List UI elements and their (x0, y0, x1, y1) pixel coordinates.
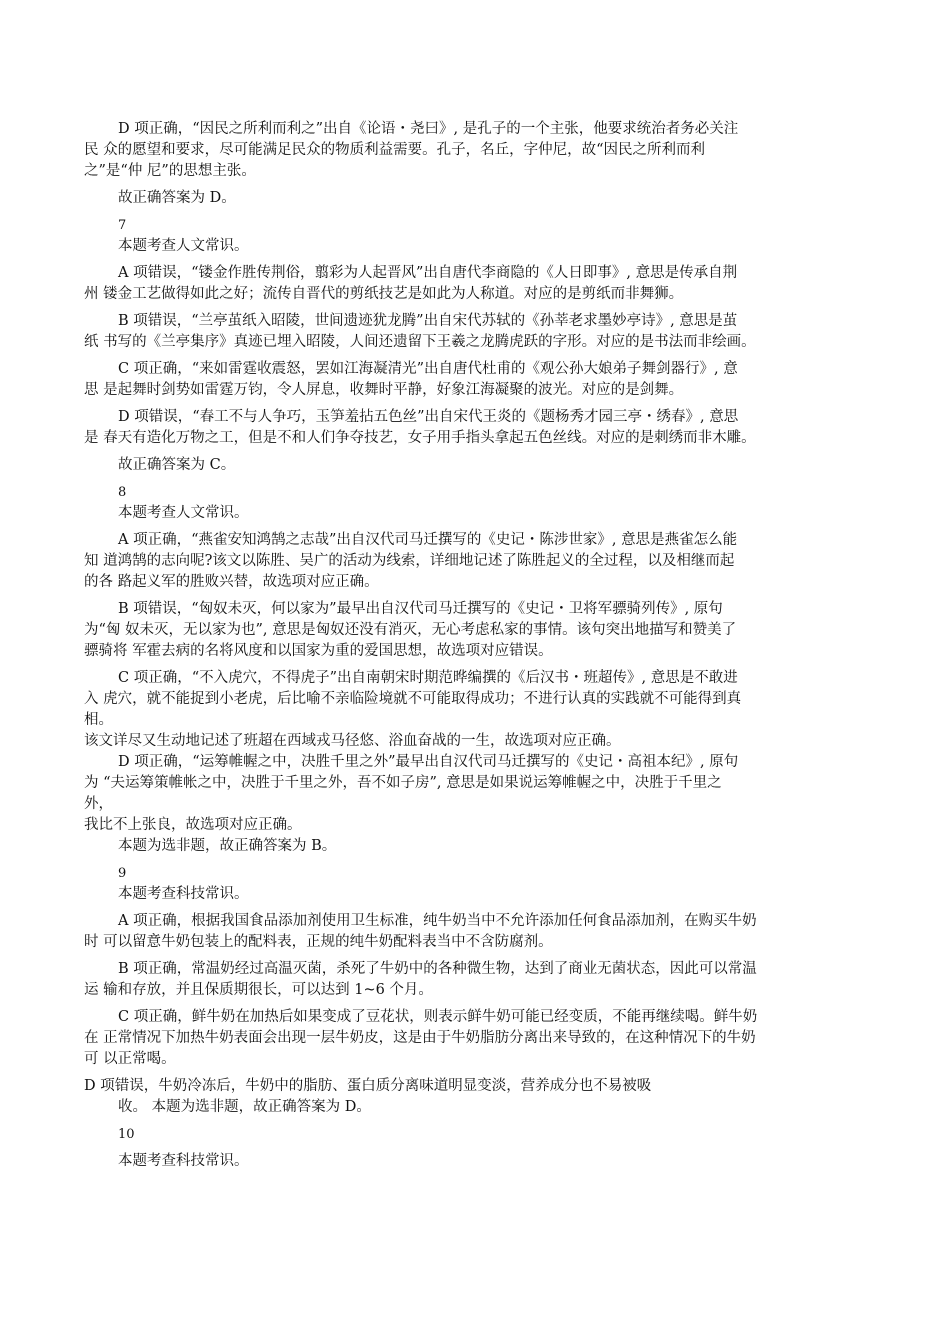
text-line: D 项错误，牛奶冷冻后，牛奶中的脂肪、蛋白质分离味道明显变淡，营养成分也不易被吸 (84, 1078, 652, 1094)
text-line: 可 以正常喝。 (84, 1051, 176, 1067)
text-line: A 项正确，根据我国食品添加剂使用卫生标准，纯牛奶当中不允许添加任何食品添加剂，在购买牛奶 (118, 913, 757, 929)
text-line: 故正确答案为 C。 (118, 457, 236, 473)
text-line: 州 镂金工艺做得如此之好；流传自晋代的剪纸技艺是如此为人称道。对应的是剪纸而非舞狮。 (84, 286, 684, 302)
text-line: C 项正确，“来如雷霆收震怒，罢如江海凝清光”出自唐代杜甫的《观公孙大娘弟子舞剑器行》, 意 (118, 361, 738, 377)
text-line: 入 虎穴，就不能捉到小老虎，后比喻不亲临险境就不可能取得成功；不进行认真的实践就不可能得到真 (84, 691, 742, 707)
text-line: 的各 路起义军的胜败兴替，故选项对应正确。 (84, 574, 379, 590)
text-line: A 项正确，“燕雀安知鸿鹄之志哉”出自汉代司马迁撰写的《史记・陈涉世家》, 意思是燕雀怎么能 (118, 532, 738, 548)
question-number: 9 (118, 866, 127, 881)
text-line: 为“匈 奴未灭，无以家为也”, 意思是匈奴还没有消灭，无心考虑私家的事情。该句突出地描写和赞美了 (84, 622, 737, 638)
text-line: C 项正确，鲜牛奶在加热后如果变成了豆花状，则表示鲜牛奶可能已经变质，不能再继续喝。鲜牛奶 (118, 1009, 758, 1025)
text-line: 本题为选非题，故正确答案为 B。 (118, 838, 337, 854)
text-line: 本题考查人文常识。 (118, 238, 249, 254)
text-line: 我比不上张良，故选项对应正确。 (84, 817, 302, 833)
text-line: 知 道鸿鹄的志向呢?该文以陈胜、吴广的活动为线索，详细地记述了陈胜起义的全过程，以及相继而起 (84, 553, 735, 569)
text-line: D 项正确，“因民之所利而利之”出自《论语・尧曰》, 是孔子的一个主张，他要求统治者务必关注 (118, 121, 739, 137)
text-line: 故正确答案为 D。 (118, 190, 236, 206)
question-number: 8 (118, 485, 127, 500)
text-line: A 项错误，“镂金作胜传荆俗，翦彩为人起晋风”出自唐代李商隐的《人日即事》, 意思是传承自荆 (118, 265, 738, 281)
text-line: 该文详尽又生动地记述了班超在西域戎马径悠、浴血奋战的一生，故选项对应正确。 (84, 733, 621, 749)
text-line: 本题考查科技常识。 (118, 886, 249, 902)
text-line: C 项正确，“不入虎穴，不得虎子”出自南朝宋时期范晔编撰的《后汉书・班超传》, 意思是不敢进 (118, 670, 738, 686)
text-line: 民 众的愿望和要求，尽可能满足民众的物质利益需要。孔子，名丘，字仲尼，故“因民之所利而利 (84, 142, 706, 158)
text-line: 为 “夫运筹策帷帐之中，决胜于千里之外，吾不如子房”, 意思是如果说运筹帷幄之中，决胜于千里之 (84, 775, 722, 791)
text-line: 收。 本题为选非题，故正确答案为 D。 (118, 1099, 371, 1115)
text-line: D 项正确，“运筹帷幄之中，决胜千里之外”最早出自汉代司马迁撰写的《史记・高祖本纪》, 原句 (118, 754, 739, 770)
question-number: 10 (118, 1127, 135, 1142)
text-line: B 项正确，常温奶经过高温灭菌，杀死了牛奶中的各种微生物，达到了商业无菌状态，因此可以常温 (118, 961, 757, 977)
text-line: 纸 书写的《兰亭集序》真迹已埋入昭陵，人间还遗留下王羲之龙腾虎跃的字形。对应的是书法而非绘画。 (84, 334, 756, 350)
text-line: 运 输和存放，并且保质期很长，可以达到 1~6 个月。 (84, 982, 433, 998)
text-line: B 项错误，“兰亭茧纸入昭陵，世间遗迹犹龙腾”出自宋代苏轼的《孙莘老求墨妙亭诗》, 意思是茧 (118, 313, 738, 329)
text-line: 在 正常情况下加热牛奶表面会出现一层牛奶皮，这是由于牛奶脂肪分离出来导致的，在这种情况下的牛奶 (84, 1030, 756, 1046)
text-line: 外， (84, 796, 113, 812)
text-line: 本题考查人文常识。 (118, 505, 249, 521)
text-line: 相。 (84, 712, 113, 728)
question-number: 7 (118, 218, 127, 233)
text-line: B 项错误，“匈奴未灭，何以家为”最早出自汉代司马迁撰写的《史记・卫将军骠骑列传》, 原句 (118, 601, 723, 617)
text-line: D 项错误，“春工不与人争巧，玉笋羞拈五色丝”出自宋代王炎的《题杨秀才园三亭・绣春》, 意思 (118, 409, 739, 425)
text-line: 之”是“仲 尼”的思想主张。 (84, 163, 256, 179)
text-line: 本题考查科技常识。 (118, 1153, 249, 1169)
answer-explanation-document (84, 119, 870, 1172)
text-line: 骠骑将 军霍去病的名将风度和以国家为重的爱国思想，故选项对应错误。 (84, 643, 553, 659)
text-line: 是 春天有造化万物之工，但是不和人们争夺技艺，女子用手指头拿起五色丝线。对应的是刺绣而非木雕。 (84, 430, 756, 446)
text-line: 思 是起舞时剑势如雷霆万钧，令人屏息，收舞时平静，好象江海凝聚的波光。对应的是剑舞。 (84, 382, 684, 398)
text-line: 时 可以留意牛奶包装上的配料表，正规的纯牛奶配料表当中不含防腐剂。 (84, 934, 553, 950)
